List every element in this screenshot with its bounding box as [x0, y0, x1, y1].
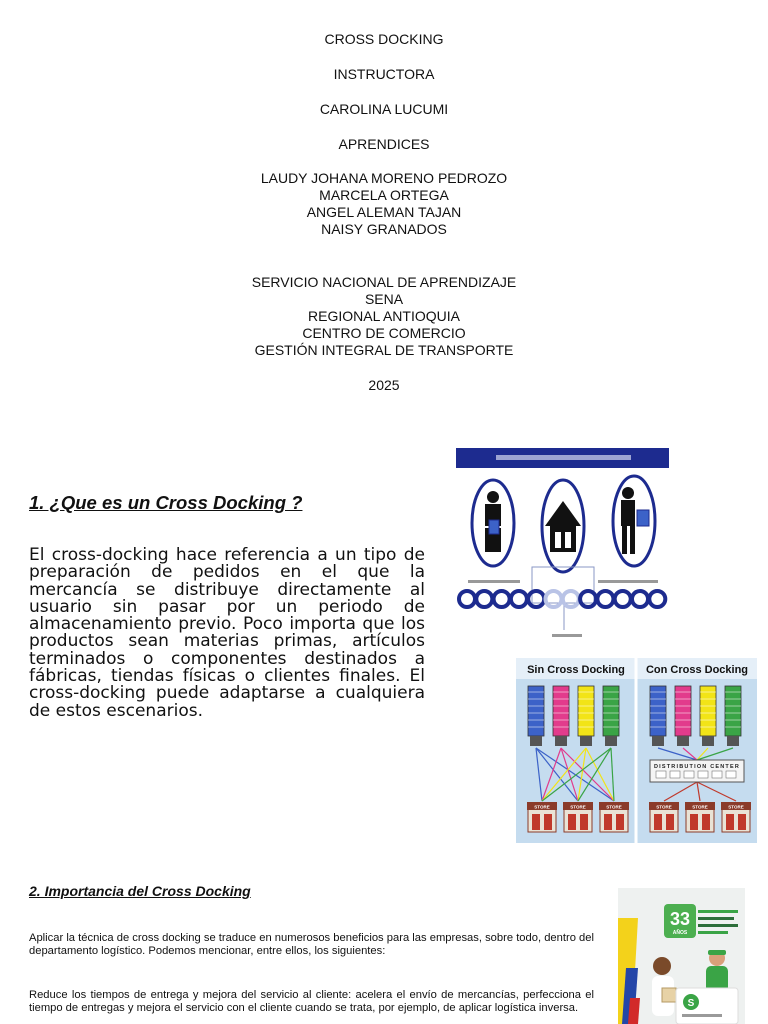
institution-line: CENTRO DE COMERCIO — [302, 325, 466, 341]
truck-icon — [578, 686, 594, 746]
apprentice-name: MARCELA ORTEGA — [319, 187, 449, 203]
section1-heading: 1. ¿Que es un Cross Docking ? — [29, 492, 303, 513]
apprentices-label: APRENDICES — [338, 136, 430, 152]
dock-door — [684, 771, 694, 778]
apprentices-list — [0, 170, 768, 238]
store-label: STORE — [692, 804, 708, 810]
instructor-name: CAROLINA LUCUMI — [319, 101, 449, 117]
truck-icon — [675, 686, 691, 746]
store-label: STORE — [606, 804, 622, 810]
dock-door — [656, 771, 666, 778]
store-label: STORE — [656, 804, 672, 810]
truck-icon — [528, 686, 544, 746]
truck-icon — [553, 686, 569, 746]
truck-icon — [700, 686, 716, 746]
badge-number: 33 — [669, 909, 691, 929]
truck-icon — [650, 686, 666, 746]
supply-chain-model-figure — [456, 448, 670, 648]
store-icon — [599, 802, 629, 832]
store-icon — [527, 802, 557, 832]
svg-text:S: S — [687, 998, 695, 1009]
supplier-icon — [472, 480, 514, 566]
store-icon — [563, 802, 593, 832]
apprentice-name: LAUDY JOHANA MORENO PEDROZO — [260, 170, 508, 186]
institution-line: GESTIÓN INTEGRAL DE TRANSPORTE — [254, 342, 514, 358]
store-label: STORE — [534, 804, 550, 810]
truck-icon — [725, 686, 741, 746]
warehouse-icon — [542, 480, 584, 572]
badge-sub: AÑOS — [672, 930, 688, 936]
instructor-label: INSTRUCTORA — [333, 66, 435, 82]
store-label: STORE — [728, 804, 744, 810]
institution-line: REGIONAL ANTIOQUIA — [308, 308, 460, 324]
sin-cross-docking-title: Sin Cross Docking — [527, 664, 625, 676]
apprentice-name: NAISY GRANADOS — [321, 221, 447, 237]
cover-year: 2025 — [368, 377, 400, 393]
institution-line: SERVICIO NACIONAL DE APRENDIZAJE — [251, 274, 517, 290]
distribution-center-label: DISTRIBUTION CENTER — [653, 764, 741, 770]
section2-heading: 2. Importancia del Cross Docking — [29, 883, 251, 899]
truck-icon — [603, 686, 619, 746]
anniversary-ad-figure — [618, 888, 745, 1024]
store-icon — [685, 802, 715, 832]
section1-body: El cross-docking hace referencia a un tipo de preparación de pedidos en el que la mercancía se distribuye directamente al usuario sin pasar por un periodo de almacenamiento previo. Poco importa que los productos sean materias primas, artículos terminados o componentes destinados a fábricas, tiendas físicas o clientes finales. El cross-docking puede adaptarse a cualquiera de estos escenarios. — [29, 545, 425, 721]
dock-door — [712, 771, 722, 778]
comparison-figure — [516, 658, 757, 843]
con-cross-docking-title: Con Cross Docking — [645, 664, 749, 676]
store-icon — [649, 802, 679, 832]
person-icon — [653, 957, 671, 975]
section2-point1: Reduce los tiempos de entrega y mejora del servicio al cliente: acelera el envío de mercancías, perfecciona el tiempo de entregas y mejora el servicio con el cliente cuando se trata, por ejemplo, de aplicar logística inversa. — [29, 989, 594, 1014]
apprentice-name: ANGEL ALEMAN TAJAN — [306, 204, 462, 220]
store-label: STORE — [570, 804, 586, 810]
institution-line: SENA — [364, 291, 404, 307]
cover-title: CROSS DOCKING — [324, 31, 444, 47]
institution-block — [0, 274, 768, 359]
customer-icon — [613, 476, 655, 566]
store-icon — [721, 802, 751, 832]
dock-door — [670, 771, 680, 778]
dock-door — [698, 771, 708, 778]
dock-door — [726, 771, 736, 778]
section2-intro: Aplicar la técnica de cross docking se traduce en numerosos beneficios para las empresas, sobre todo, dentro del departamento logístico. Podemos mencionar, entre ellos, los siguientes: — [29, 932, 594, 957]
